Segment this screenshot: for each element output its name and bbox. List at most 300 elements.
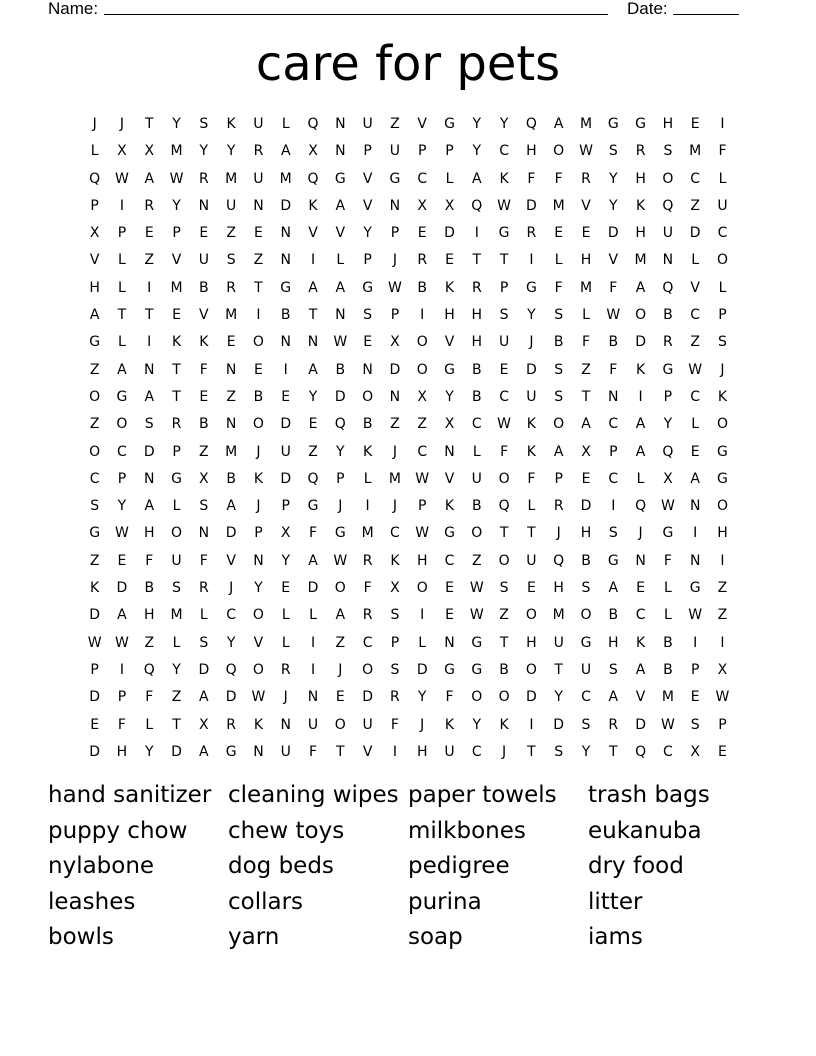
grid-letter: P <box>363 143 372 160</box>
grid-letter: R <box>253 143 264 160</box>
word-list-item: bowls <box>48 924 114 951</box>
grid-letter: T <box>117 307 127 324</box>
grid-letter: E <box>335 689 345 706</box>
date-blank-line <box>673 14 739 15</box>
grid-letter: N <box>662 252 674 269</box>
grid-letter: B <box>663 634 673 651</box>
name-blank-line <box>104 14 608 15</box>
grid-letter: A <box>608 689 619 706</box>
grid-letter: M <box>225 443 238 460</box>
grid-letter: T <box>172 361 181 378</box>
grid-row <box>81 275 736 302</box>
grid-letter: B <box>663 307 673 324</box>
grid-letter: O <box>362 388 374 405</box>
grid-letter: E <box>499 361 509 378</box>
grid-letter: O <box>416 580 428 597</box>
grid-letter: C <box>662 743 673 760</box>
grid-letter: T <box>144 116 154 132</box>
grid-letter: M <box>552 607 565 624</box>
grid-letter: Q <box>307 470 319 487</box>
grid-letter: N <box>280 225 291 242</box>
grid-letter: T <box>172 388 181 405</box>
grid-letter: S <box>199 498 209 515</box>
grid-letter: V <box>444 334 455 351</box>
grid-letter: K <box>717 388 728 405</box>
grid-letter: A <box>553 116 564 132</box>
grid-letter: O <box>716 416 728 433</box>
grid-letter: C <box>690 170 701 187</box>
grid-letter: U <box>307 716 319 733</box>
grid-letter: A <box>335 197 346 214</box>
grid-letter: K <box>90 580 100 597</box>
grid-letter: T <box>581 388 591 405</box>
grid-letter: Y <box>172 661 181 678</box>
grid-letter: F <box>581 334 591 351</box>
grid-letter: T <box>172 716 181 733</box>
grid-letter: O <box>580 607 592 624</box>
grid-letter: D <box>553 716 565 733</box>
grid-letter: Y <box>281 552 290 569</box>
grid-letter: B <box>499 661 509 678</box>
grid-letter: C <box>635 607 646 624</box>
grid-letter: G <box>471 661 483 678</box>
grid-letter: W <box>115 525 129 542</box>
grid-letter: A <box>335 279 346 296</box>
grid-row <box>81 329 736 356</box>
grid-letter: R <box>663 334 673 351</box>
grid-letter: D <box>280 470 292 487</box>
grid-letter: O <box>471 689 483 706</box>
grid-letter: R <box>144 197 155 214</box>
grid-letter: G <box>280 279 292 296</box>
grid-letter: S <box>363 307 373 324</box>
grid-letter: D <box>607 225 619 242</box>
grid-letter: Z <box>581 361 591 378</box>
grid-letter: N <box>689 552 701 569</box>
grid-letter: X <box>444 416 455 433</box>
grid-letter: A <box>635 279 646 296</box>
grid-letter: L <box>172 498 181 515</box>
grid-letter: R <box>362 552 373 569</box>
grid-letter: T <box>527 525 536 542</box>
grid-letter: D <box>389 361 401 378</box>
grid-letter: E <box>281 580 291 597</box>
grid-letter: Z <box>144 634 155 651</box>
grid-letter: G <box>389 170 401 187</box>
grid-letter: P <box>254 525 263 542</box>
grid-row <box>81 548 736 575</box>
grid-letter: K <box>253 470 264 487</box>
grid-letter: L <box>118 252 126 269</box>
word-list-item: iams <box>588 924 643 951</box>
grid-letter: X <box>663 470 673 487</box>
grid-letter: D <box>225 525 237 542</box>
grid-letter: H <box>580 525 592 542</box>
grid-letter: P <box>117 470 127 487</box>
grid-letter: O <box>362 661 374 678</box>
grid-letter: P <box>117 225 127 242</box>
grid-letter: B <box>362 416 373 433</box>
grid-letter: Y <box>336 443 345 460</box>
grid-letter: O <box>334 580 346 597</box>
grid-letter: T <box>609 743 618 760</box>
grid-letter: F <box>308 743 318 760</box>
grid-letter: X <box>144 143 155 160</box>
grid-letter: H <box>116 743 128 760</box>
grid-letter: G <box>635 116 647 132</box>
word-list-item: leashes <box>48 888 136 915</box>
grid-letter: R <box>226 279 236 296</box>
grid-letter: B <box>472 361 482 378</box>
grid-letter: K <box>635 361 646 378</box>
grid-letter: K <box>308 197 318 214</box>
grid-letter: S <box>144 416 154 433</box>
grid-letter: O <box>416 334 428 351</box>
grid-letter: V <box>253 634 264 651</box>
grid-letter: A <box>635 416 646 433</box>
grid-letter: L <box>527 498 536 515</box>
grid-letter: E <box>718 743 727 760</box>
grid-row <box>81 111 736 138</box>
grid-letter: Z <box>499 607 509 624</box>
grid-letter: Y <box>472 143 482 160</box>
grid-letter: Q <box>662 443 674 460</box>
grid-letter: D <box>280 197 292 214</box>
grid-letter: S <box>390 661 400 678</box>
grid-letter: X <box>690 743 700 760</box>
grid-letter: L <box>691 416 700 433</box>
grid-letter: V <box>417 116 427 132</box>
grid-row <box>81 575 736 602</box>
grid-letter: X <box>417 197 427 214</box>
grid-letter: P <box>417 143 427 160</box>
grid-letter: Q <box>225 661 237 678</box>
grid-letter: R <box>417 252 428 269</box>
grid-letter: Z <box>417 416 427 433</box>
grid-letter: G <box>334 170 346 187</box>
grid-letter: S <box>554 361 564 378</box>
word-list <box>48 778 768 956</box>
grid-letter: P <box>281 498 290 515</box>
grid-letter: D <box>416 661 428 678</box>
grid-letter: H <box>471 307 483 324</box>
grid-letter: O <box>252 334 264 351</box>
grid-letter: W <box>660 716 675 733</box>
grid-letter: Q <box>307 170 319 187</box>
grid-letter: O <box>553 143 565 160</box>
grid-letter: J <box>502 743 507 760</box>
word-list-item: purina <box>408 888 482 915</box>
grid-letter: A <box>199 743 209 760</box>
grid-letter: S <box>554 743 564 760</box>
grid-letter: Y <box>199 143 209 160</box>
grid-letter: G <box>662 525 674 542</box>
grid-letter: W <box>415 525 430 542</box>
grid-letter: P <box>663 388 673 405</box>
grid-letter: W <box>469 607 484 624</box>
grid-letter: L <box>281 116 290 132</box>
grid-letter: E <box>445 607 454 624</box>
grid-letter: U <box>662 225 673 242</box>
grid-letter: N <box>144 470 155 487</box>
grid-letter: I <box>310 634 316 651</box>
grid-letter: Z <box>717 607 728 624</box>
word-list-item: nylabone <box>48 853 155 880</box>
grid-letter: V <box>690 279 700 296</box>
grid-letter: U <box>253 170 264 187</box>
word-list-item: milkbones <box>408 817 526 844</box>
word-list-item: dry food <box>588 853 684 880</box>
grid-row <box>81 193 736 220</box>
grid-row <box>81 439 736 466</box>
grid-letter: N <box>253 552 264 569</box>
grid-letter: H <box>89 279 100 296</box>
grid-letter: R <box>198 170 209 187</box>
grid-letter: G <box>444 661 455 678</box>
grid-letter: D <box>89 607 101 624</box>
grid-letter: D <box>334 388 346 405</box>
grid-letter: S <box>199 634 209 651</box>
grid-letter: A <box>308 361 318 378</box>
grid-letter: J <box>119 116 125 132</box>
grid-letter: R <box>390 689 400 706</box>
grid-letter: K <box>199 334 209 351</box>
grid-letter: O <box>334 716 346 733</box>
grid-letter: G <box>171 470 182 487</box>
grid-letter: W <box>333 552 348 569</box>
word-list-item: eukanuba <box>588 817 702 844</box>
grid-letter: Q <box>143 661 155 678</box>
grid-letter: D <box>307 580 319 597</box>
grid-letter: M <box>579 279 593 296</box>
grid-letter: T <box>254 279 263 296</box>
grid-letter: L <box>663 607 672 624</box>
grid-letter: K <box>499 170 509 187</box>
grid-letter: I <box>420 607 425 624</box>
grid-letter: L <box>418 634 427 651</box>
grid-letter: C <box>690 388 701 405</box>
grid-letter: O <box>716 252 728 269</box>
grid-letter: Y <box>527 307 536 324</box>
grid-letter: X <box>390 580 400 597</box>
grid-letter: O <box>553 416 565 433</box>
grid-letter: N <box>280 252 291 269</box>
grid-letter: H <box>526 634 537 651</box>
grid-letter: D <box>635 716 646 733</box>
grid-letter: F <box>609 279 618 296</box>
grid-letter: M <box>170 607 183 624</box>
grid-letter: P <box>117 689 127 706</box>
grid-letter: Z <box>390 416 400 433</box>
grid-letter: Q <box>553 552 565 569</box>
grid-letter: K <box>390 552 400 569</box>
grid-letter: V <box>581 197 591 214</box>
grid-letter: Y <box>363 225 372 242</box>
grid-letter: X <box>199 470 209 487</box>
grid-letter: E <box>226 334 236 351</box>
grid-letter: N <box>335 116 346 132</box>
grid-letter: A <box>226 498 236 515</box>
grid-letter: E <box>690 116 700 132</box>
grid-letter: A <box>117 607 127 624</box>
grid-letter: N <box>307 689 319 706</box>
grid-letter: M <box>634 252 647 269</box>
grid-letter: X <box>417 388 427 405</box>
grid-letter: N <box>335 307 346 324</box>
grid-letter: Q <box>662 279 674 296</box>
grid-row <box>81 166 736 193</box>
grid-letter: R <box>553 498 564 515</box>
grid-letter: P <box>172 443 181 460</box>
grid-letter: R <box>526 225 537 242</box>
grid-letter: G <box>444 525 455 542</box>
grid-letter: H <box>553 580 564 597</box>
grid-letter: I <box>119 661 125 678</box>
grid-letter: Y <box>609 197 618 214</box>
word-list-item: soap <box>408 924 463 951</box>
grid-letter: L <box>90 143 99 160</box>
grid-letter: E <box>445 580 454 597</box>
grid-letter: A <box>144 498 155 515</box>
grid-letter: K <box>253 716 264 733</box>
grid-letter: A <box>608 580 619 597</box>
grid-letter: F <box>390 716 399 733</box>
grid-letter: M <box>552 197 565 214</box>
word-list-item: pedigree <box>408 853 510 880</box>
grid-letter: E <box>281 388 291 405</box>
grid-letter: I <box>310 252 316 269</box>
grid-letter: V <box>308 225 318 242</box>
grid-letter: P <box>445 143 454 160</box>
grid-letter: S <box>554 307 564 324</box>
grid-letter: W <box>333 334 348 351</box>
grid-letter: L <box>281 607 290 624</box>
grid-letter: Q <box>334 416 346 433</box>
grid-letter: J <box>720 361 725 378</box>
grid-letter: N <box>444 634 455 651</box>
grid-letter: F <box>609 361 618 378</box>
grid-letter: Z <box>253 252 264 269</box>
grid-letter: F <box>527 470 536 487</box>
grid-letter: O <box>498 689 510 706</box>
grid-letter: J <box>92 116 97 132</box>
grid-letter: N <box>635 552 646 569</box>
grid-letter: G <box>717 470 728 487</box>
grid-letter: L <box>554 252 563 269</box>
grid-letter: E <box>554 225 564 242</box>
grid-letter: O <box>171 525 183 542</box>
grid-letter: N <box>689 498 701 515</box>
grid-letter: X <box>308 143 318 160</box>
grid-letter: Y <box>226 634 236 651</box>
grid-letter: X <box>717 661 728 678</box>
grid-letter: N <box>198 525 210 542</box>
grid-letter: S <box>390 607 400 624</box>
grid-letter: S <box>90 498 100 515</box>
grid-letter: G <box>116 388 128 405</box>
grid-letter: N <box>225 416 237 433</box>
grid-letter: M <box>225 170 238 187</box>
grid-letter: I <box>310 661 316 678</box>
grid-letter: F <box>145 552 154 569</box>
grid-letter: C <box>444 552 455 569</box>
grid-letter: C <box>390 525 400 542</box>
grid-letter: S <box>608 143 618 160</box>
word-list-item: hand sanitizer <box>48 782 212 808</box>
grid-letter: W <box>115 634 129 651</box>
grid-letter: D <box>198 661 210 678</box>
grid-letter: A <box>690 470 700 487</box>
grid-letter: S <box>718 334 727 351</box>
grid-letter: U <box>362 116 373 132</box>
grid-row <box>81 357 736 384</box>
grid-letter: W <box>169 170 184 187</box>
grid-letter: H <box>662 116 674 132</box>
grid-letter: C <box>608 470 619 487</box>
grid-letter: J <box>556 525 561 542</box>
grid-letter: I <box>365 498 370 515</box>
grid-row <box>81 384 736 411</box>
grid-letter: S <box>581 716 591 733</box>
grid-letter: K <box>444 716 455 733</box>
grid-letter: J <box>283 689 288 706</box>
grid-letter: E <box>581 225 591 242</box>
grid-letter: B <box>417 279 428 296</box>
grid-letter: Y <box>609 170 618 187</box>
grid-letter: L <box>118 279 126 296</box>
grid-letter: B <box>226 470 236 487</box>
grid-letter: E <box>363 334 373 351</box>
grid-letter: J <box>529 334 534 351</box>
grid-letter: K <box>444 498 455 515</box>
grid-letter: D <box>171 743 182 760</box>
grid-letter: X <box>280 525 291 542</box>
grid-letter: L <box>309 607 317 624</box>
grid-letter: U <box>580 661 592 678</box>
grid-letter: S <box>581 580 591 597</box>
grid-letter: E <box>254 225 263 242</box>
grid-letter: P <box>609 443 618 460</box>
grid-letter: J <box>338 661 343 678</box>
grid-letter: A <box>144 388 155 405</box>
grid-letter: C <box>417 170 428 187</box>
grid-letter: U <box>526 388 537 405</box>
grid-letter: M <box>361 525 374 542</box>
grid-letter: L <box>472 443 481 460</box>
grid-letter: M <box>388 470 401 487</box>
grid-letter: I <box>720 116 725 132</box>
grid-letter: Y <box>581 743 591 760</box>
grid-letter: Z <box>390 116 400 132</box>
grid-letter: Q <box>662 197 674 214</box>
grid-letter: N <box>198 197 210 214</box>
grid-letter: T <box>472 252 482 269</box>
grid-letter: K <box>444 279 455 296</box>
grid-letter: A <box>472 170 482 187</box>
grid-letter: B <box>663 661 673 678</box>
grid-letter: O <box>252 607 264 624</box>
grid-letter: M <box>170 279 183 296</box>
grid-letter: P <box>390 307 400 324</box>
grid-letter: U <box>471 470 482 487</box>
grid-letter: M <box>661 689 674 706</box>
grid-letter: Y <box>499 116 509 132</box>
grid-letter: Y <box>226 143 236 160</box>
grid-letter: B <box>553 334 564 351</box>
grid-letter: K <box>226 116 236 132</box>
grid-letter: I <box>720 552 725 569</box>
grid-letter: P <box>718 307 727 324</box>
